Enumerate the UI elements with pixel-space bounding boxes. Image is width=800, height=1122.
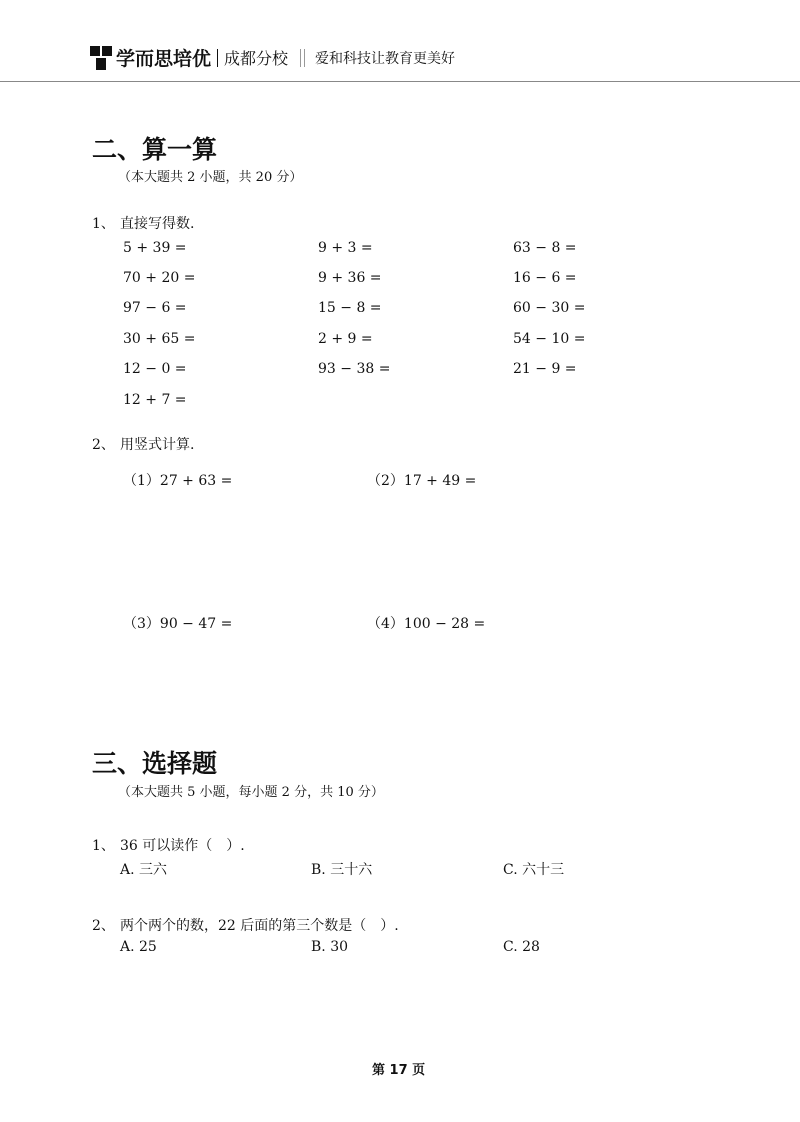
slogan: 爱和科技让教育更美好 — [315, 50, 456, 67]
section2-subtitle: （本大题共 2 小题，共 20 分） — [118, 170, 303, 185]
expression: 93 − 38 = — [318, 361, 391, 377]
expression: 12 + 7 = — [123, 392, 187, 408]
question-number: 2、 — [92, 437, 115, 453]
question-prompt: 36 可以读作（ ）. — [120, 838, 245, 854]
brand-name: 学而思培优 — [116, 48, 212, 70]
expression: 21 − 9 = — [513, 361, 577, 377]
question-number: 1、 — [92, 216, 115, 232]
header-logo — [90, 44, 455, 71]
choice-option: B. 三十六 — [311, 862, 373, 878]
expression: 16 − 6 = — [513, 270, 577, 286]
choice-option: C. 28 — [503, 939, 540, 955]
expression: 12 − 0 = — [123, 361, 187, 377]
page-number: 第 17 页 — [372, 1063, 426, 1078]
expression: 60 − 30 = — [513, 300, 586, 316]
question-prompt: 用竖式计算. — [120, 437, 195, 453]
question-prompt: 直接写得数. — [120, 216, 195, 232]
choice-option: A. 三六 — [120, 862, 168, 878]
header-divider-double — [300, 49, 305, 67]
branch-name: 成都分校 — [224, 49, 289, 68]
vertical-calc-item: （4）100 − 28 = — [367, 616, 486, 632]
expression: 70 + 20 = — [123, 270, 196, 286]
expression: 97 − 6 = — [123, 300, 187, 316]
section2-title: 二、算一算 — [92, 135, 218, 164]
vertical-calc-item: （1）27 + 63 = — [123, 473, 233, 489]
header-divider — [217, 49, 218, 67]
choice-option: C. 六十三 — [503, 862, 565, 878]
question-number: 1、 — [92, 838, 115, 854]
expression: 5 + 39 = — [123, 240, 187, 256]
choice-option: B. 30 — [311, 939, 349, 955]
header-rule — [0, 81, 800, 82]
vertical-calc-item: （3）90 − 47 = — [123, 616, 233, 632]
logo-mark-icon — [90, 46, 112, 70]
choice-option: A. 25 — [120, 939, 157, 955]
section3-title: 三、选择题 — [92, 749, 218, 778]
expression: 9 + 36 = — [318, 270, 382, 286]
vertical-calc-item: （2）17 + 49 = — [367, 473, 477, 489]
expression: 9 + 3 = — [318, 240, 373, 256]
expression: 15 − 8 = — [318, 300, 382, 316]
expression: 63 − 8 = — [513, 240, 577, 256]
expression: 30 + 65 = — [123, 331, 196, 347]
section3-subtitle: （本大题共 5 小题，每小题 2 分，共 10 分） — [118, 785, 384, 800]
expression: 54 − 10 = — [513, 331, 586, 347]
question-prompt: 两个两个的数，22 后面的第三个数是（ ）. — [120, 918, 399, 934]
question-number: 2、 — [92, 918, 115, 934]
expression: 2 + 9 = — [318, 331, 373, 347]
